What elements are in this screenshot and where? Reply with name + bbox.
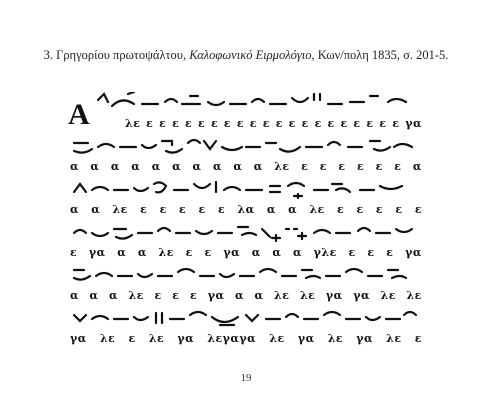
neume-line <box>70 264 422 288</box>
syllable: ε <box>262 117 270 130</box>
syllable: α <box>172 160 182 173</box>
syllable: α <box>110 160 120 173</box>
syllable: ε <box>197 117 206 130</box>
syllable: λε <box>299 289 316 302</box>
citation-suffix: , Κων/πολη 1835, σ. 201-5. <box>311 48 449 62</box>
syllable: λε <box>327 332 344 345</box>
syllable: α <box>70 203 79 216</box>
lyrics-line <box>70 332 422 345</box>
initial-letter: Α <box>68 98 90 131</box>
syllable: λε <box>274 289 290 302</box>
syllable: ε <box>357 160 365 173</box>
syllable: ε <box>375 203 384 216</box>
syllable: ε <box>319 160 327 173</box>
syllable: ε <box>301 117 309 130</box>
lyrics-line <box>70 160 422 173</box>
syllable: ε <box>275 117 283 130</box>
syllable: α <box>272 246 282 259</box>
syllable: γα <box>177 332 195 345</box>
syllable: γα <box>70 332 87 345</box>
syllable: α <box>234 289 244 302</box>
syllable: λεγαγα <box>207 332 257 345</box>
syllable: α <box>288 203 298 216</box>
syllable: α <box>212 160 222 173</box>
syllable: γλε <box>313 246 337 259</box>
syllable: ε <box>185 246 193 259</box>
syllable: α <box>192 160 202 173</box>
syllable: ε <box>140 203 148 216</box>
syllable: ε <box>301 160 309 173</box>
syllable: α <box>293 246 302 259</box>
syllable: ε <box>414 332 422 345</box>
score-line <box>70 264 422 302</box>
syllable: ε <box>367 246 375 259</box>
citation-prefix: 3. Γρηγορίου πρωτοψάλτου, <box>43 48 190 62</box>
score-line <box>70 135 422 173</box>
syllable: ε <box>288 117 296 130</box>
score-line <box>70 221 422 259</box>
syllable: γα <box>325 289 343 302</box>
lyrics-line <box>70 246 422 259</box>
page-number: 19 <box>240 372 252 384</box>
syllable: γα <box>223 246 241 259</box>
syllable: α <box>91 203 101 216</box>
syllable: ε <box>159 203 167 216</box>
syllable: λε <box>380 289 396 302</box>
syllable: ε <box>172 289 180 302</box>
syllable: ε <box>348 246 356 259</box>
syllable: α <box>266 203 276 216</box>
syllable: λε <box>406 289 422 302</box>
neume-line <box>70 135 422 159</box>
syllable: λε <box>99 332 116 345</box>
syllable: α <box>151 160 161 173</box>
syllable: ε <box>379 117 387 130</box>
citation-header <box>0 48 492 63</box>
syllable: ε <box>198 203 206 216</box>
syllable: ε <box>314 117 322 130</box>
syllable: ε <box>217 203 226 216</box>
syllable: ε <box>394 160 402 173</box>
syllable: α <box>233 160 243 173</box>
syllable: ε <box>338 160 346 173</box>
syllable: λε <box>112 203 128 216</box>
syllable: ε <box>185 117 193 130</box>
syllable: λε <box>269 332 285 345</box>
syllable: γα <box>356 332 374 345</box>
syllable: ε <box>395 203 403 216</box>
neume-line <box>70 178 422 202</box>
syllable: λε <box>158 246 174 259</box>
syllable: ε <box>172 117 180 130</box>
syllable: ε <box>340 117 348 130</box>
syllable: ε <box>327 117 335 130</box>
syllable: ε <box>392 117 400 130</box>
neume-line <box>70 92 422 116</box>
syllable: ε <box>366 117 374 130</box>
syllable: λε <box>274 160 290 173</box>
syllable: λε <box>386 332 402 345</box>
syllable: γα <box>207 289 225 302</box>
syllable: α <box>90 160 100 173</box>
syllable: ε <box>210 117 219 130</box>
syllable: γα <box>297 332 315 345</box>
syllable: ε <box>159 117 167 130</box>
syllable: ε <box>204 246 212 259</box>
syllable: ε <box>223 117 232 130</box>
syllable: ε <box>353 117 361 130</box>
syllable: γα <box>353 289 370 302</box>
syllable: ε <box>146 117 154 130</box>
syllable: ε <box>375 160 383 173</box>
syllable: ε <box>414 203 422 216</box>
lyrics-line <box>70 203 422 216</box>
syllable: ε <box>189 289 198 302</box>
score-line <box>70 178 422 216</box>
syllable: ε <box>236 117 245 130</box>
syllable: ε <box>386 246 394 259</box>
citation-title: Καλοφωνικό Ειρμολόγιο <box>189 48 312 62</box>
byzantine-music-score <box>70 92 422 347</box>
syllable: λε <box>309 203 325 216</box>
syllable: ε <box>179 203 187 216</box>
score-line <box>70 92 422 130</box>
syllable: ε <box>356 203 364 216</box>
syllable: α <box>254 289 264 302</box>
syllable: α <box>253 160 263 173</box>
syllable: α <box>70 160 79 173</box>
syllable: λα <box>237 203 255 216</box>
syllable: λε <box>128 289 144 302</box>
syllable: λε <box>148 332 165 345</box>
syllable: ε <box>154 289 162 302</box>
syllable: λε <box>125 117 141 130</box>
syllable: ε <box>70 246 78 259</box>
neume-line <box>70 221 422 245</box>
syllable: γα <box>405 246 422 259</box>
neume-line <box>70 307 422 331</box>
syllable: α <box>251 246 261 259</box>
syllable: α <box>412 160 422 173</box>
syllable: α <box>137 246 147 259</box>
lyrics-line <box>70 289 422 302</box>
syllable: α <box>70 289 79 302</box>
syllable: ε <box>249 117 257 130</box>
lyrics-line <box>125 117 422 130</box>
syllable: ε <box>337 203 345 216</box>
syllable: γα <box>88 246 106 259</box>
syllable: α <box>131 160 141 173</box>
syllable: α <box>117 246 127 259</box>
syllable: γα <box>405 117 422 130</box>
syllable: α <box>89 289 99 302</box>
syllable: α <box>109 289 118 302</box>
syllable: ε <box>128 332 136 345</box>
score-line <box>70 307 422 345</box>
